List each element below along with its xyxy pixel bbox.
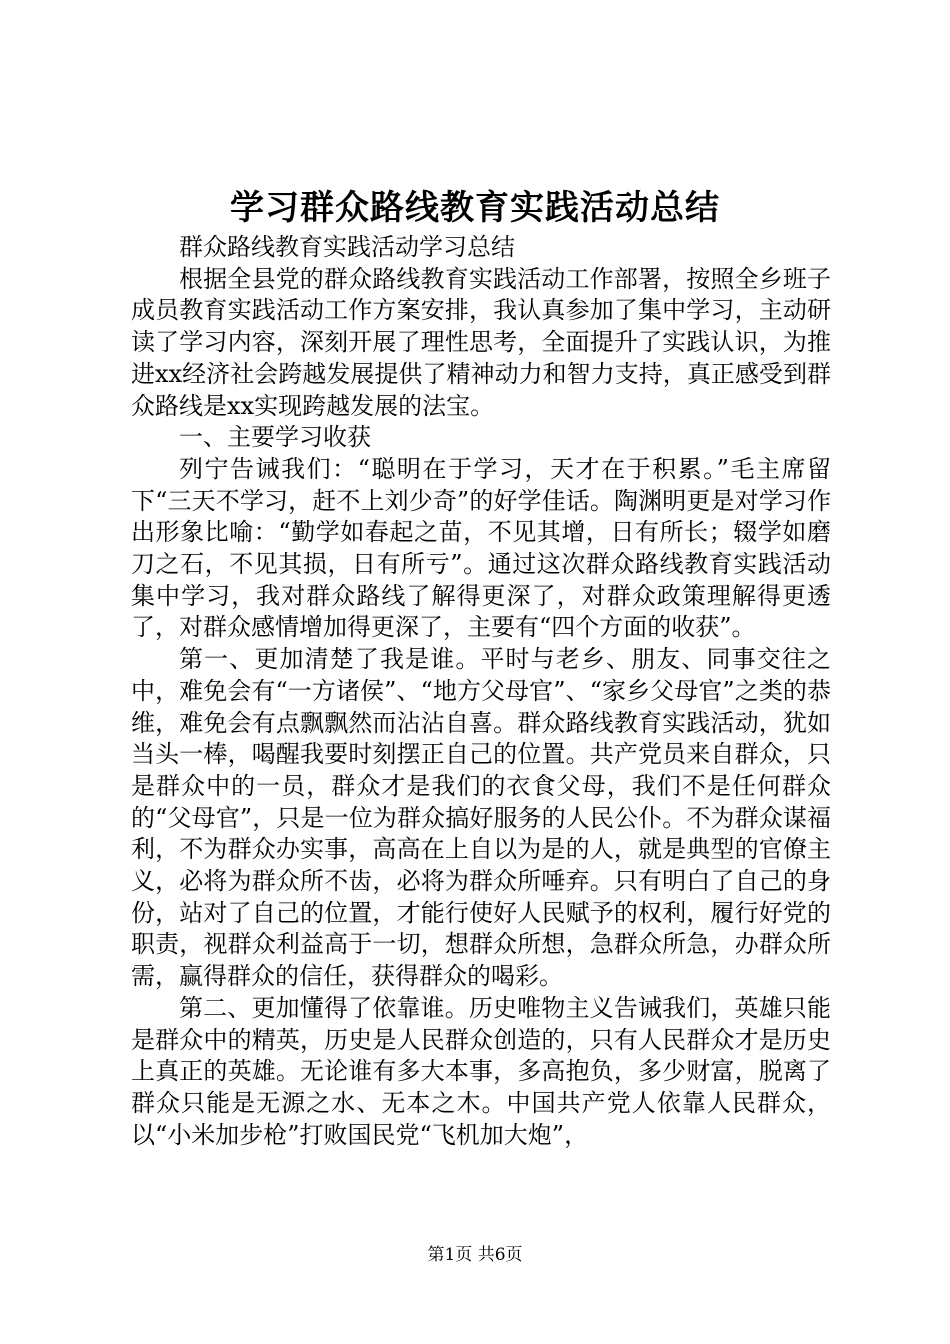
page-footer: 第1页 共6页 — [427, 1245, 523, 1265]
body-paragraph: 第二、更加懂得了依靠谁。历史唯物主义告诫我们，英雄只能是群众中的精英，历史是人民群众创造的，只有人民群众才是历史上真正的英雄。无论谁有多大本事，多高抱负，多少财富，脱离了群众只能是无源之水、无本之木。中国共产党人依靠人民群众，以“小米加步枪”打败国民党“飞机加大炮”， — [131, 993, 831, 1149]
section-heading: 一、主要学习收获 — [179, 423, 371, 452]
document-title: 学习群众路线教育实践活动总结 — [230, 188, 720, 228]
body-paragraph: 列宁告诫我们：“聪明在于学习，天才在于积累。”毛主席留下“三天不学习，赶不上刘少奇”的好学佳话。陶渊明更是对学习作出形象比喻：“勤学如春起之苗，不见其增，日有所长；辍学如磨刀之石，不见其损，日有所亏”。通过这次群众路线教育实践活动集中学习，我对群众路线了解得更深了，对群众政策理解得更透了，对群众感情增加得更深了，主要有“四个方面的收获”。 — [131, 454, 831, 642]
intro-paragraph: 根据全县党的群众路线教育实践活动工作部署，按照全乡班子成员教育实践活动工作方案安排，我认真参加了集中学习，主动研读了学习内容，深刻开展了理性思考，全面提升了实践认识，为推进xx经济社会跨越发展提供了精神动力和智力支持，真正感受到群众路线是xx实现跨越发展的法宝。 — [131, 264, 831, 420]
document-body — [131, 232, 831, 1151]
subtitle-paragraph: 群众路线教育实践活动学习总结 — [179, 233, 515, 261]
body-paragraph: 第一、更加清楚了我是谁。平时与老乡、朋友、同事交往之中，难免会有“一方诸侯”、“地方父母官”、“家乡父母官”之类的恭维，难免会有点飘飘然而沾沾自喜。群众路线教育实践活动，犹如当头一棒，喝醒我要时刻摆正自己的位置。共产党员来自群众，只是群众中的一员，群众才是我们的衣食父母，我们不是任何群众的“父母官”，只是一位为群众搞好服务的人民公仆。不为群众谋福利，不为群众办实事，高高在上自以为是的人，就是典型的官僚主义，必将为群众所不齿，必将为群众所唾弃。只有明白了自己的身份，站对了自己的位置，才能行使好人民赋予的权利，履行好党的职责，视群众利益高于一切，想群众所想，急群众所急，办群众所需，赢得群众的信任，获得群众的喝彩。 — [131, 645, 831, 991]
